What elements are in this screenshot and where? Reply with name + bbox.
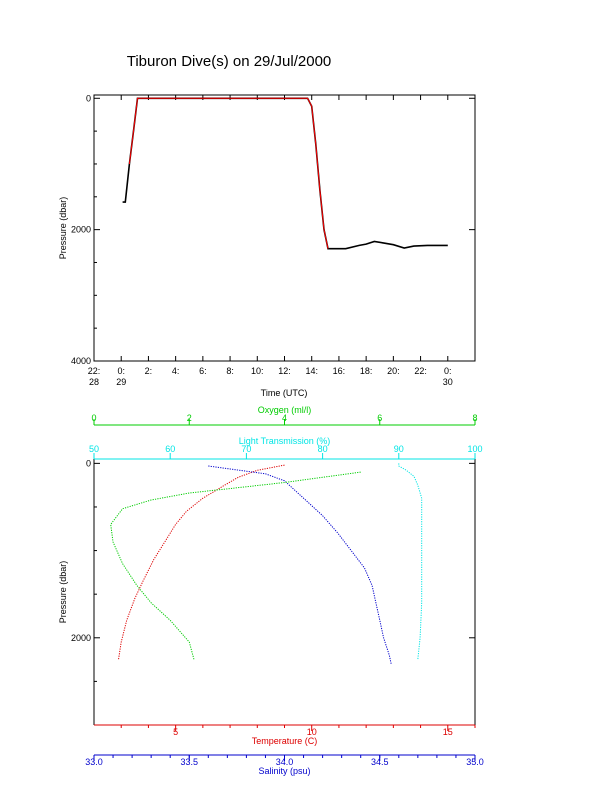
- x-tick-label: 29: [116, 377, 127, 387]
- x-tick-label: 30: [442, 377, 453, 387]
- axis-label-2: Temperature (C): [251, 736, 318, 746]
- x-tick-label: 22:: [414, 366, 427, 376]
- axis-tick-label-2: 5: [173, 727, 179, 737]
- axis-tick-label-1: 50: [88, 444, 100, 454]
- axis-tick-label-1: 70: [241, 444, 252, 454]
- axis-tick-label-1: 60: [165, 444, 176, 454]
- axis-tick-label-2: 15: [442, 727, 453, 737]
- plot-frame: [94, 95, 475, 361]
- axis-tick-label-3: 33.5: [180, 757, 199, 767]
- axis-label-0: Oxygen (ml/l): [257, 405, 312, 415]
- axis-tick-label-2: 10: [306, 727, 317, 737]
- x-tick-label: 20:: [387, 366, 400, 376]
- axis-tick-label-3: 35.0: [466, 757, 484, 767]
- top-plot: [58, 93, 475, 398]
- x-axis-label: Time (UTC): [260, 388, 308, 398]
- x-tick-label: 18:: [359, 366, 373, 376]
- y-tick-label: 2000: [70, 224, 91, 235]
- profile-series-3: [399, 463, 422, 659]
- profile-series-2: [111, 472, 361, 659]
- y-tick-label: 0: [85, 93, 91, 104]
- y-axis-label: Pressure (dbar): [58, 560, 68, 624]
- axis-tick-label-1: 100: [467, 444, 483, 454]
- x-tick-label: 0:: [117, 366, 125, 376]
- axis-tick-label-0: 0: [91, 413, 97, 423]
- axis-tick-label-0: 4: [281, 413, 288, 423]
- series-line-0: [123, 98, 448, 248]
- x-tick-label: 12:: [278, 366, 291, 376]
- axis-tick-label-3: 34.0: [275, 757, 294, 767]
- y-axis-label: Pressure (dbar): [58, 196, 68, 260]
- axis-tick-label-0: 2: [186, 413, 192, 423]
- axis-tick-label-1: 80: [317, 444, 328, 454]
- y-tick-label: 2000: [70, 632, 91, 643]
- axis-label-3: Salinity (psu): [258, 766, 311, 776]
- x-tick-label: 4:: [171, 366, 180, 376]
- x-tick-label: 8:: [226, 366, 234, 376]
- axis-tick-label-1: 90: [393, 444, 404, 454]
- axis-tick-label-3: 34.5: [370, 757, 389, 767]
- chart-title: Tiburon Dive(s) on 29/Jul/2000: [126, 53, 332, 70]
- y-tick-label: 0: [85, 458, 91, 469]
- profile-series-0: [119, 465, 285, 659]
- x-tick-label: 22:: [87, 366, 101, 376]
- series-line-1: [129, 98, 328, 248]
- x-tick-label: 14:: [305, 366, 318, 376]
- x-tick-label: 2:: [144, 366, 153, 376]
- bottom-plot: [58, 405, 484, 776]
- profile-series-1: [208, 466, 391, 664]
- x-tick-label: 28: [88, 377, 100, 387]
- axis-tick-label-0: 8: [472, 413, 478, 423]
- axis-tick-label-3: 33.0: [85, 757, 103, 767]
- x-tick-label: 16:: [332, 366, 346, 376]
- y-tick-label: 4000: [70, 356, 91, 366]
- axis-tick-label-0: 6: [377, 413, 383, 423]
- x-tick-label: 6:: [199, 366, 207, 376]
- x-tick-label: 10:: [251, 366, 264, 376]
- axis-label-1: Light Transmission (%): [238, 436, 331, 446]
- x-tick-label: 0:: [444, 366, 452, 376]
